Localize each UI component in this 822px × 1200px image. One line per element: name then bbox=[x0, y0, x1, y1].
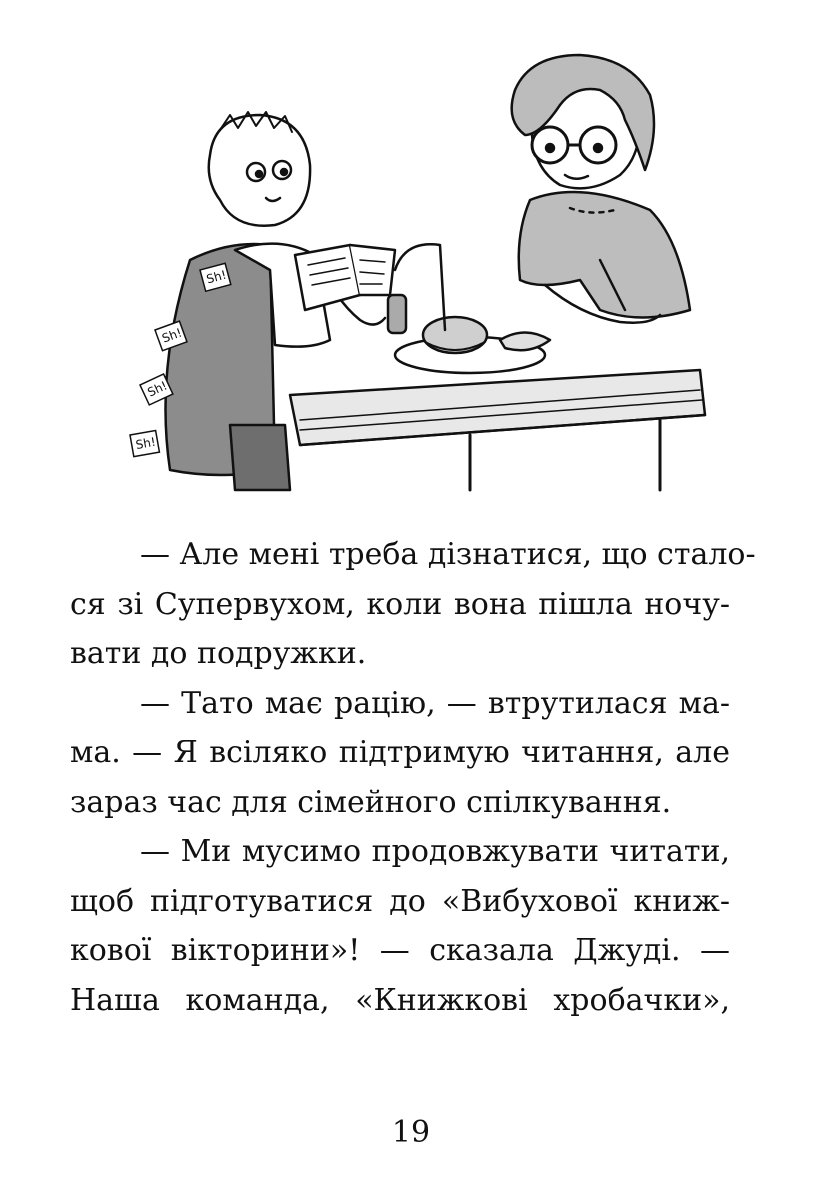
text-line: ся зі Супервухом, коли вона пішла ночу- bbox=[70, 586, 730, 622]
text-line: вати до подружки. bbox=[70, 636, 367, 671]
sticky-note bbox=[130, 430, 159, 456]
text-line: Наша команда, «Книжкові хробачки», bbox=[70, 982, 730, 1018]
svg-text:Sh!: Sh! bbox=[204, 267, 228, 287]
text-line: кової вікторини»! — сказала Джуді. — bbox=[70, 933, 730, 968]
text-line: — Ми мусимо продовжувати читати, bbox=[140, 834, 730, 869]
text-line: — Тато має рацію, — втрутилася ма- bbox=[140, 685, 730, 721]
table bbox=[290, 370, 705, 445]
burger bbox=[423, 317, 487, 353]
svg-text:Sh!: Sh! bbox=[160, 325, 184, 346]
page-number: 19 bbox=[391, 1115, 431, 1150]
mom-figure bbox=[519, 192, 690, 318]
story-text bbox=[70, 530, 756, 1025]
illustration-boy-and-mom-at-table bbox=[60, 40, 760, 510]
salt-shaker bbox=[388, 295, 406, 333]
text-line: зараз час для сімейного спілкування. bbox=[70, 784, 672, 820]
svg-text:Sh!: Sh! bbox=[145, 378, 170, 400]
text-line: щоб підготуватися до «Вибухової книж- bbox=[70, 883, 730, 919]
text-line: ма. — Я всіляко підтримую читання, але bbox=[70, 735, 730, 770]
text-line: — Але мені треба дізнатися, що стало- bbox=[140, 537, 756, 572]
svg-text:Sh!: Sh! bbox=[134, 434, 157, 453]
